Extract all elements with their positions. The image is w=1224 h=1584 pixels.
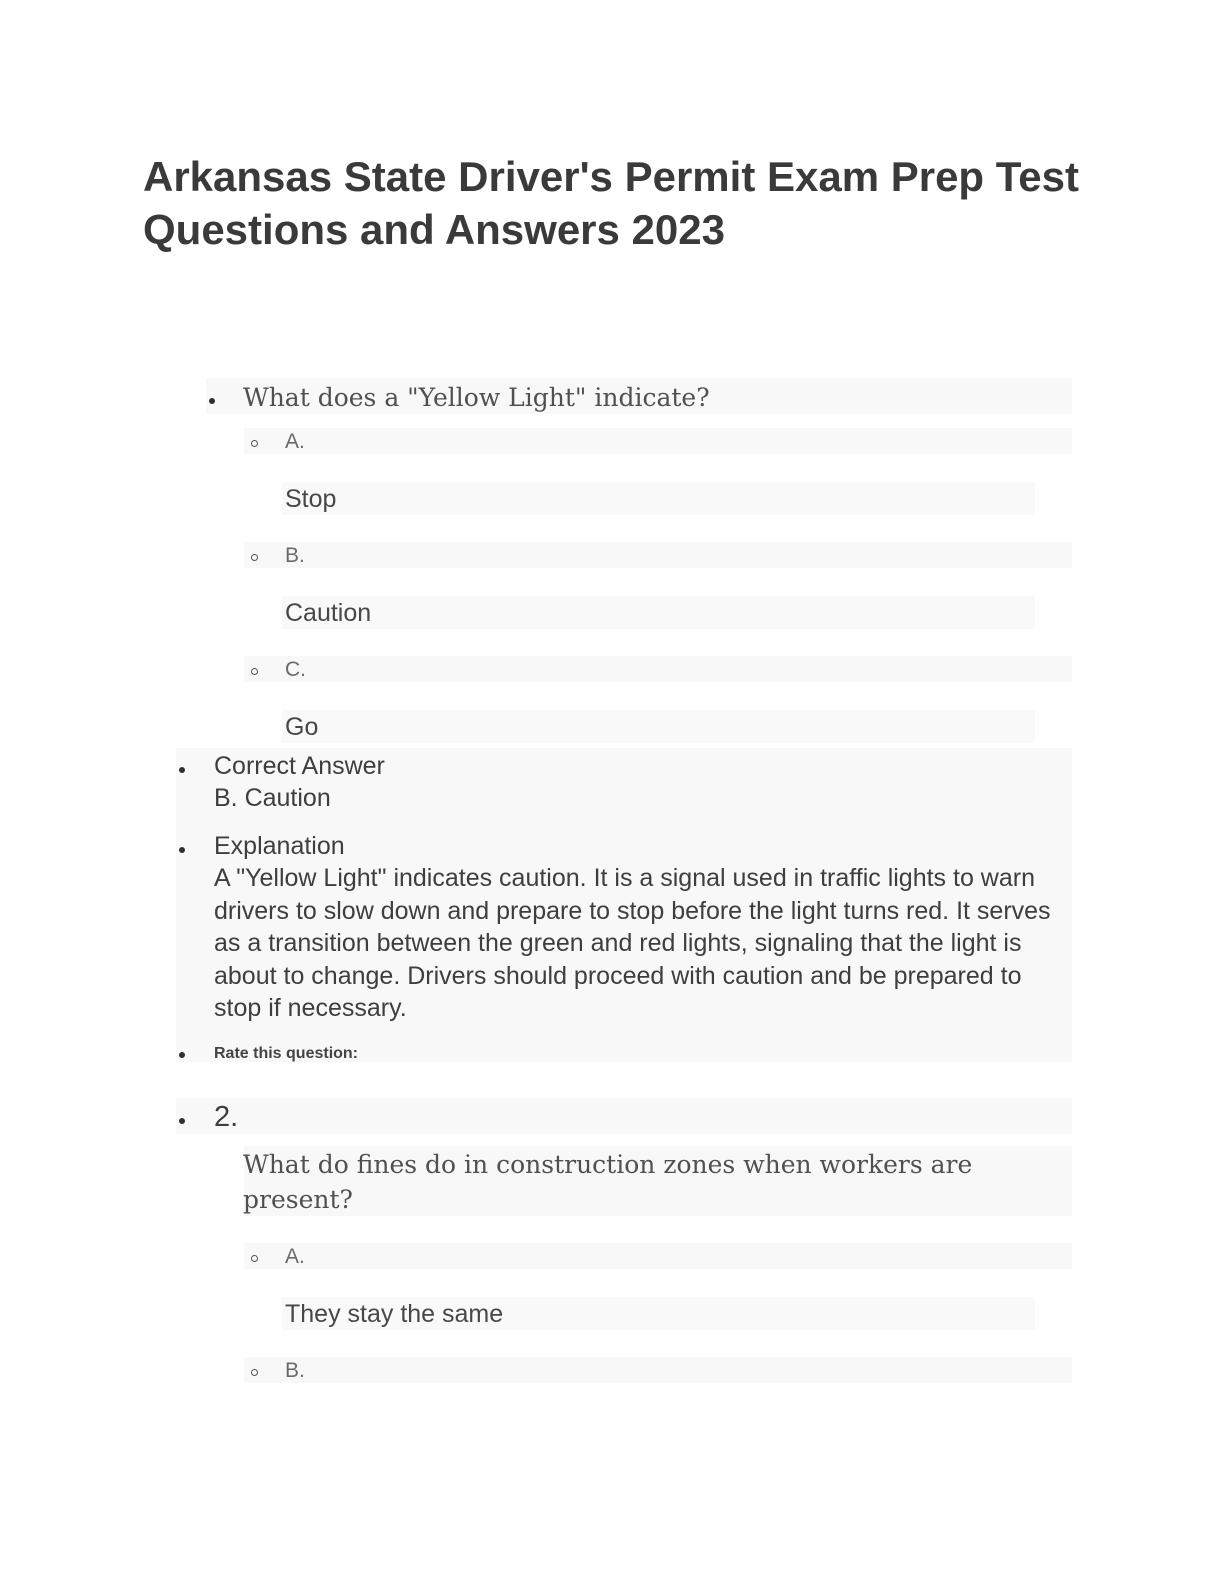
option-letter-band	[244, 1357, 1072, 1383]
explanation-text: A "Yellow Light" indicates caution. It is a signal used in traffic lights to warn drivers to slow down and prepare to stop before the light turns red. It serves as a transition between the green and red lights, signaling that the light is about to change. Drivers should proceed with caution and be prepared to stop if necessary.	[214, 864, 1051, 1023]
correct-answer-value: B. Caution	[214, 784, 331, 812]
question-number-band	[176, 1098, 1072, 1134]
bullet-icon	[179, 767, 185, 773]
option-text-band	[282, 596, 1035, 629]
circle-bullet-icon	[251, 668, 258, 675]
question-text: What do fines do in construction zones when workers are present?	[243, 1150, 973, 1214]
bullet-icon	[179, 847, 185, 853]
option-b-text[interactable]: Caution	[285, 599, 372, 627]
option-letter-band	[244, 428, 1072, 454]
circle-bullet-icon	[251, 440, 258, 447]
option-c-text[interactable]: Go	[285, 713, 319, 741]
rate-question-label[interactable]: Rate this question:	[214, 1045, 359, 1062]
question-number: 2.	[214, 1101, 239, 1133]
option-letter-band	[244, 656, 1072, 682]
option-letter-band	[244, 542, 1072, 568]
bullet-icon	[179, 1052, 185, 1058]
circle-bullet-icon	[251, 554, 258, 561]
bullet-icon	[179, 1118, 185, 1124]
option-text-band	[282, 482, 1035, 515]
option-a-letter[interactable]: A.	[285, 1245, 305, 1268]
option-c-letter[interactable]: C.	[285, 658, 306, 681]
option-a-text[interactable]: They stay the same	[285, 1300, 504, 1328]
option-a-text[interactable]: Stop	[285, 485, 337, 513]
option-a-letter[interactable]: A.	[285, 430, 305, 453]
bullet-icon	[209, 398, 215, 404]
option-b-letter[interactable]: B.	[285, 544, 305, 567]
option-letter-band	[244, 1243, 1072, 1269]
correct-answer-label: Correct Answer	[214, 752, 385, 780]
circle-bullet-icon	[251, 1369, 258, 1376]
option-text-band	[282, 710, 1035, 743]
explanation-label: Explanation	[214, 832, 345, 860]
option-b-letter[interactable]: B.	[285, 1359, 305, 1382]
page-title: Arkansas State Driver's Permit Exam Prep Test Questions and Answers 2023	[143, 153, 1079, 253]
circle-bullet-icon	[251, 1255, 258, 1262]
question-text: What does a "Yellow Light" indicate?	[243, 383, 710, 412]
